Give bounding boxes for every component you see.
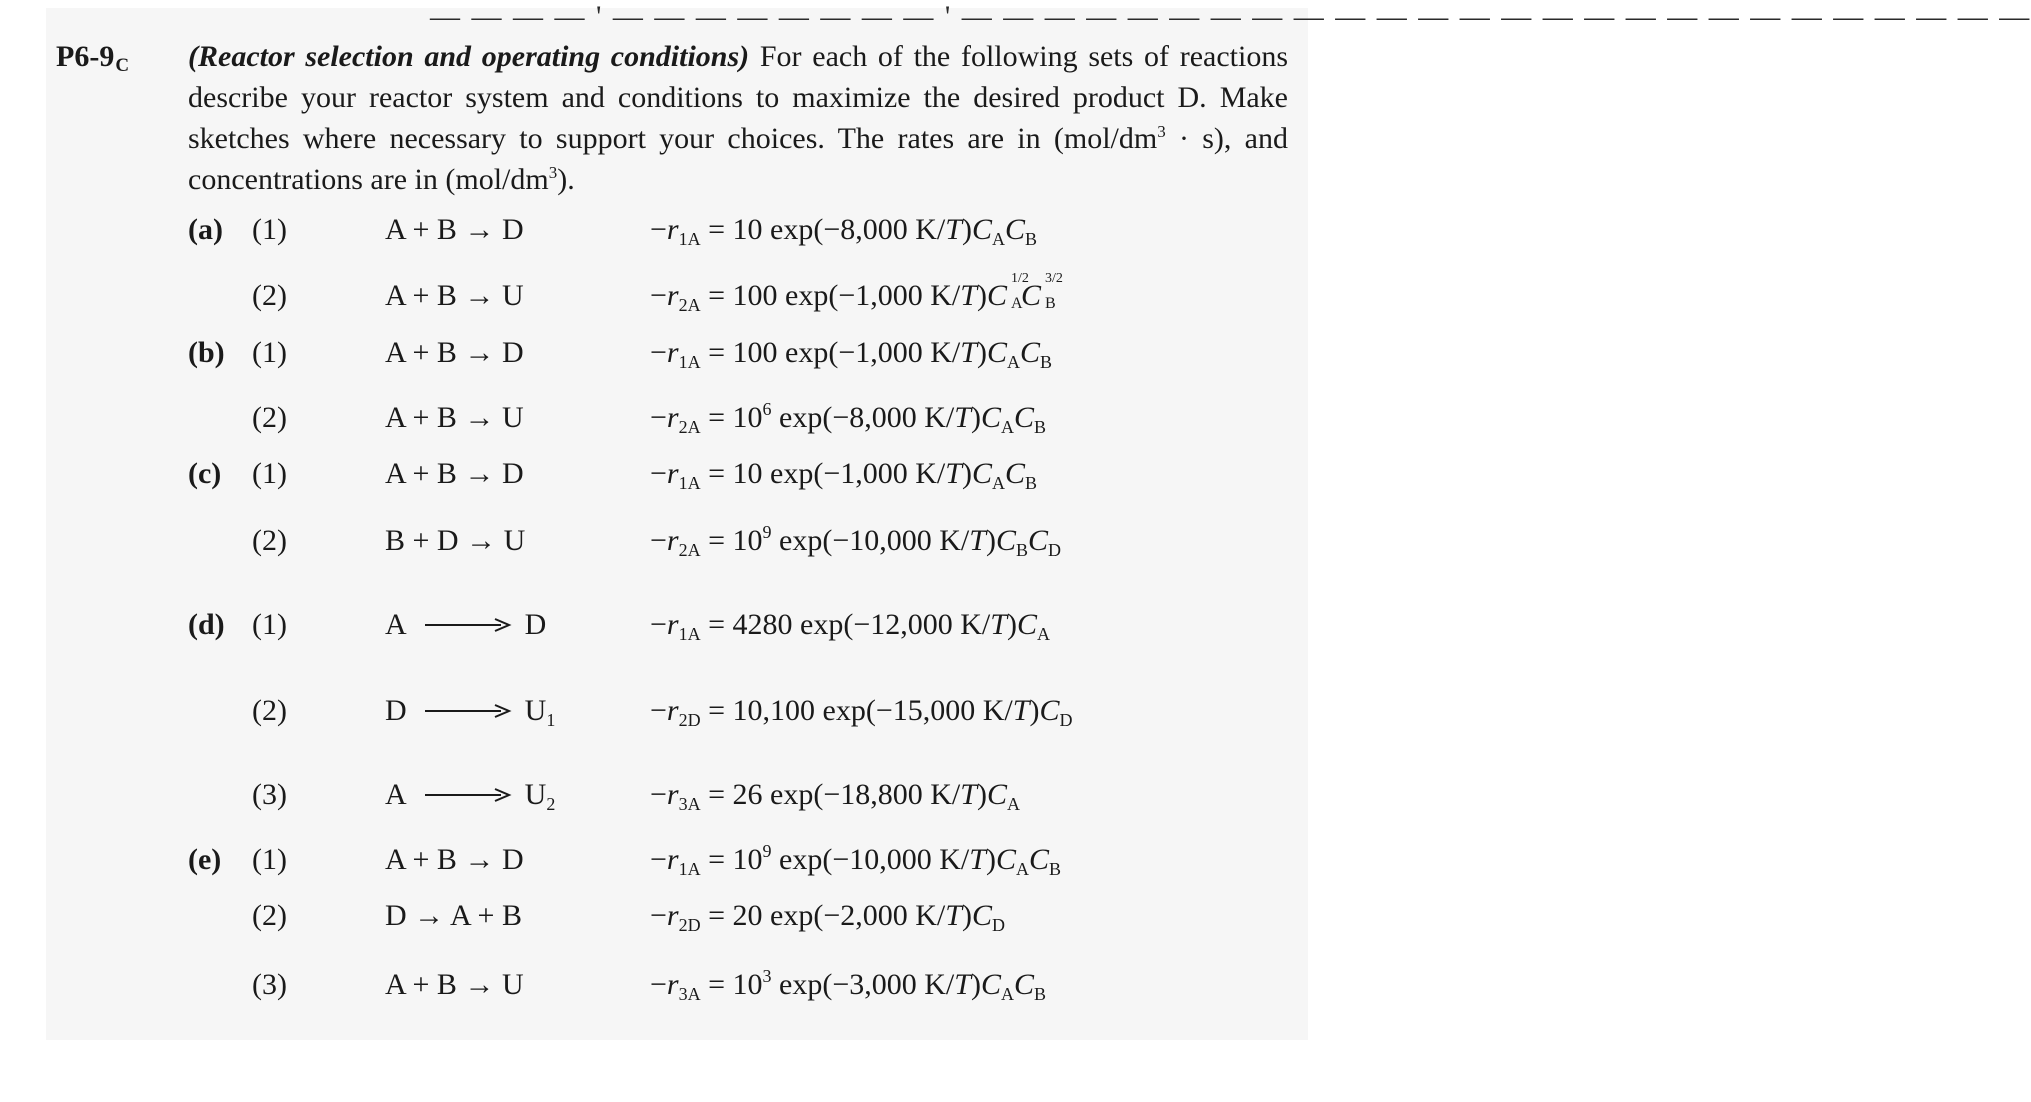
rate-law: $-r_{2A} = 100$ exp(−1,000 K/T)C A 1/2 C B 3/2 bbox=[650, 271, 1063, 315]
rate-law: $-r_{1A} = 10$ exp(−1,000 $K/T)C_AC_B$ bbox=[650, 457, 1037, 493]
long-arrow-icon bbox=[425, 777, 511, 813]
part-label: (b) bbox=[188, 336, 225, 369]
reaction-number: (2) bbox=[252, 694, 287, 727]
rate-law: $-r_{3A} = 10^3$ exp(−3,000 $K/T)C_AC_B$ bbox=[650, 966, 1046, 1004]
reaction-number: (1) bbox=[252, 457, 287, 490]
reaction-equation: A $U_2$ bbox=[385, 778, 556, 814]
reaction-equation: A + B → D bbox=[385, 336, 524, 369]
rate-law: $-r_{1A} = 100$ exp(−1,000 $K/T)C_AC_B$ bbox=[650, 336, 1052, 372]
reaction-equation: A + B → U bbox=[385, 279, 524, 312]
rate-law: $-r_{2D} = 20$ exp(−2,000 $K/T)C_D$ bbox=[650, 899, 1005, 935]
reaction-equation: D $U_1$ bbox=[385, 694, 556, 730]
problem-statement: (Reactor selection and operating conditions) For each of the following sets of reactions describe your reactor system and conditions to maximize the desired product D. Make sketches where necessary to support your choices. The rates are in $(mol/dm^3 \cdot s)$, and concentrations are in $(mol/dm^3)$. bbox=[188, 40, 1288, 196]
reaction-number: (3) bbox=[252, 778, 287, 811]
reaction-number: (2) bbox=[252, 524, 287, 557]
reaction-number: (1) bbox=[252, 843, 287, 876]
rate-law: $-r_{1A} = 4280$ exp(−12,000 $K/T)C_A$ bbox=[650, 608, 1050, 644]
reaction-number: (2) bbox=[252, 279, 287, 312]
difficulty-level: C bbox=[115, 55, 130, 76]
problem-id: $P6-9_C$ bbox=[56, 40, 130, 76]
long-arrow-icon bbox=[425, 607, 511, 643]
cropped-previous-line: — — — — ' — — — — — — — — ' — — — — — — — — — — — — — — — — — — — — — — — — — — bbox=[430, 0, 2031, 33]
reaction-equation: A + B → D bbox=[385, 213, 524, 246]
reaction-number: (2) bbox=[252, 401, 287, 434]
reaction-equation: A + B → D bbox=[385, 457, 524, 490]
rate-law: $-r_{1A} = 10$ exp(−8,000 $K/T)C_AC_B$ bbox=[650, 213, 1037, 249]
rate-law: $-r_{2A} = 10^9$ exp(−10,000 $K/T)C_BC_D$ bbox=[650, 522, 1061, 560]
part-label: (c) bbox=[188, 457, 222, 490]
problem-title: (Reactor selection and operating conditions) bbox=[188, 40, 750, 73]
part-label: (a) bbox=[188, 213, 223, 246]
reaction-equation: A + B → U bbox=[385, 968, 524, 1001]
reaction-equation: A D bbox=[385, 608, 547, 641]
rate-law: $-r_{3A} = 26$ exp(−18,800 $K/T)C_A$ bbox=[650, 778, 1020, 814]
reaction-number: (3) bbox=[252, 968, 287, 1001]
reaction-number: (1) bbox=[252, 213, 287, 246]
part-label: (d) bbox=[188, 608, 225, 641]
reaction-number: (1) bbox=[252, 336, 287, 369]
reaction-equation: A + B → U bbox=[385, 401, 524, 434]
rate-law: $-r_{1A} = 10^9$ exp(−10,000 $K/T)C_AC_B$ bbox=[650, 841, 1061, 879]
reaction-equation: A + B → D bbox=[385, 843, 524, 876]
reaction-equation: D → A + B bbox=[385, 899, 522, 932]
part-label: (e) bbox=[188, 843, 222, 876]
long-arrow-icon bbox=[425, 693, 511, 729]
reaction-number: (1) bbox=[252, 608, 287, 641]
rate-law: $-r_{2D} = 10,100$ exp(−15,000 $K/T)C_D$ bbox=[650, 694, 1073, 730]
reaction-equation: B + D → U bbox=[385, 524, 526, 557]
reaction-number: (2) bbox=[252, 899, 287, 932]
rate-law: $-r_{2A} = 10^6$ exp(−8,000 $K/T)C_AC_B$ bbox=[650, 399, 1046, 437]
